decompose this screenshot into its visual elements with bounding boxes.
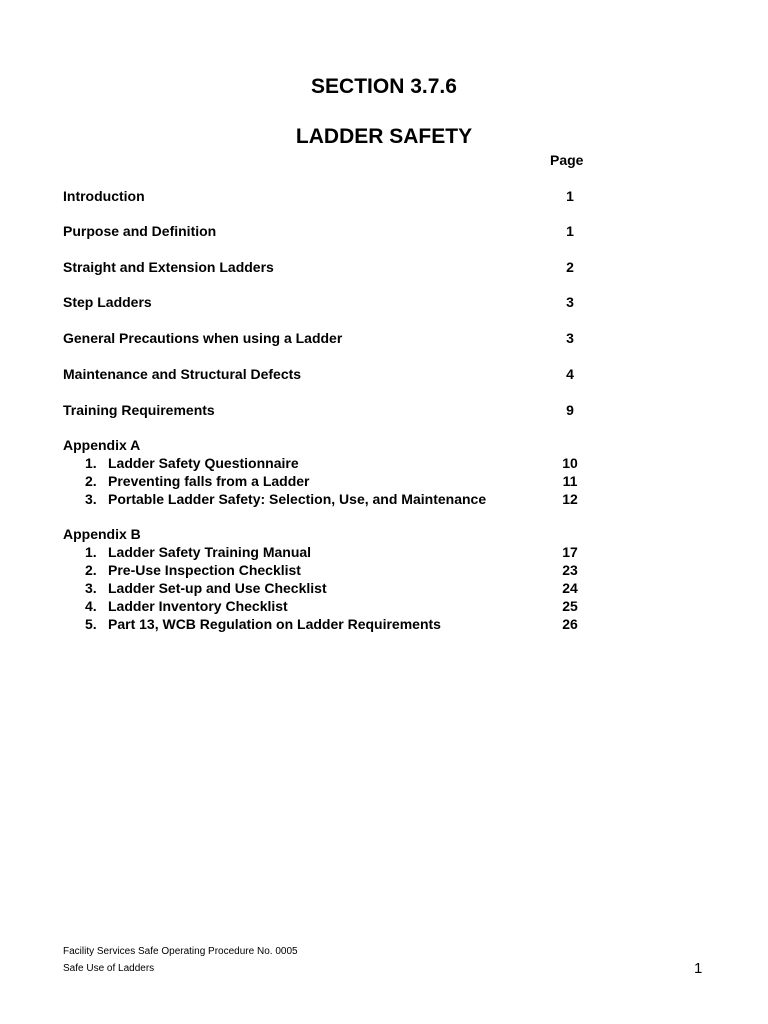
toc-entry <box>63 329 593 347</box>
item-number: 1. <box>85 544 97 560</box>
item-number: 1. <box>85 455 97 471</box>
item-page: 25 <box>562 598 578 614</box>
page-column-header: Page <box>550 152 584 168</box>
toc-entry-label: Maintenance and Structural Defects <box>63 366 302 382</box>
item-number: 4. <box>85 598 97 614</box>
item-label: Preventing falls from a Ladder <box>108 473 310 489</box>
toc-entry <box>63 293 593 311</box>
appendix-b-item <box>85 579 593 597</box>
toc-entry-label: Step Ladders <box>63 294 152 310</box>
section-number: SECTION 3.7.6 <box>311 75 457 98</box>
item-number: 5. <box>85 616 97 632</box>
toc-entry <box>63 222 593 240</box>
document-title: LADDER SAFETY <box>295 125 473 148</box>
item-page: 17 <box>562 544 578 560</box>
toc-entry-page: 3 <box>566 294 574 310</box>
item-label: Part 13, WCB Regulation on Ladder Requirements <box>108 616 441 632</box>
item-label: Ladder Safety Training Manual <box>108 544 312 560</box>
appendix-b-item <box>85 597 593 615</box>
item-number: 2. <box>85 473 97 489</box>
appendix-a-heading: Appendix A <box>63 437 141 453</box>
toc-entry <box>63 401 593 419</box>
toc-entry-page: 1 <box>566 188 574 204</box>
appendix-b-item <box>85 615 593 633</box>
item-number: 3. <box>85 580 97 596</box>
toc-entry-label: Straight and Extension Ladders <box>63 259 274 275</box>
footer-page-number: 1 <box>694 960 703 977</box>
item-number: 2. <box>85 562 97 578</box>
toc-entry-label: Purpose and Definition <box>63 223 217 239</box>
footer-procedure-line: Facility Services Safe Operating Procedure No. 0005 <box>63 946 298 957</box>
toc-entry-label: Training Requirements <box>63 402 215 418</box>
toc-entry-page: 4 <box>566 366 574 382</box>
toc-entry-label: Introduction <box>63 188 145 204</box>
item-label: Ladder Safety Questionnaire <box>108 455 299 471</box>
item-label: Ladder Set-up and Use Checklist <box>108 580 327 596</box>
appendix-b-item <box>85 543 593 561</box>
appendix-a-item <box>85 472 593 490</box>
item-page: 12 <box>562 491 578 507</box>
appendix-a-item <box>85 454 593 472</box>
footer-title-line: Safe Use of Ladders <box>63 963 155 974</box>
toc-entry-page: 9 <box>566 402 574 418</box>
toc-entry <box>63 365 593 383</box>
toc-entry <box>63 187 593 205</box>
item-page: 24 <box>562 580 578 596</box>
appendix-b-heading: Appendix B <box>63 526 141 542</box>
toc-entry-page: 3 <box>566 330 574 346</box>
item-page: 23 <box>562 562 578 578</box>
item-label: Ladder Inventory Checklist <box>108 598 288 614</box>
toc-entry <box>63 258 593 276</box>
item-label: Portable Ladder Safety: Selection, Use, and Maintenance <box>108 491 487 507</box>
appendix-a-item <box>85 490 593 508</box>
toc-entry-page: 2 <box>566 259 574 275</box>
item-label: Pre-Use Inspection Checklist <box>108 562 301 578</box>
toc-entry-label: General Precautions when using a Ladder <box>63 330 343 346</box>
appendix-b-item <box>85 561 593 579</box>
item-page: 10 <box>562 455 578 471</box>
toc-entry-page: 1 <box>566 223 574 239</box>
item-page: 26 <box>562 616 578 632</box>
item-number: 3. <box>85 491 97 507</box>
item-page: 11 <box>562 473 578 489</box>
